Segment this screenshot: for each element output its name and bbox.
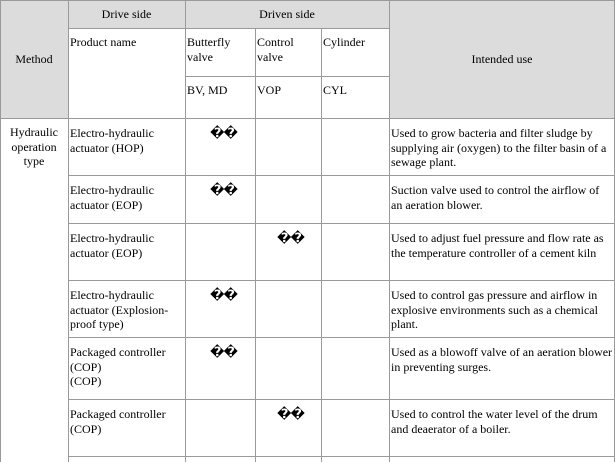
header-product-name: Product name xyxy=(70,35,137,49)
header-method: Method xyxy=(15,52,53,66)
row-product: Electro-hydraulic actuator (EOP) xyxy=(70,183,154,212)
header-intended-use: Intended use xyxy=(471,52,533,66)
row-intended-use: Used to control the water level of the drum and deaerator of a boiler. xyxy=(391,407,598,436)
check-mark-control-valve: �� xyxy=(277,407,304,422)
grid-line xyxy=(68,337,615,338)
header-butterfly-valve: Butterfly valve xyxy=(187,35,231,64)
grid-line xyxy=(0,0,615,1)
grid-line xyxy=(255,28,256,462)
grid-line xyxy=(68,0,69,462)
row-product: Electro-hydraulic actuator (HOP) xyxy=(70,126,154,155)
row-intended-use: Used to control gas pressure and airflow in explosive environments such as a chemical plant. xyxy=(391,288,598,331)
header-control-valve: Control valve xyxy=(257,35,294,64)
row-intended-use: Used to grow bacteria and filter sludge by supplying air (oxygen) to the filter basin of a sewage plant. xyxy=(391,126,607,169)
grid-line xyxy=(0,118,615,119)
grid-line xyxy=(68,456,615,457)
check-mark-butterfly: �� xyxy=(210,183,237,198)
check-mark-butterfly: �� xyxy=(210,288,237,303)
row-product-line: Packaged controller (COP) (COP) xyxy=(70,345,166,388)
grid-line xyxy=(185,76,389,77)
row-product xyxy=(68,344,185,390)
check-mark-butterfly: �� xyxy=(210,345,237,360)
grid-line xyxy=(0,0,1,462)
check-mark-control-valve: �� xyxy=(277,231,304,246)
grid-line xyxy=(321,28,322,462)
row-product: Packaged controller (COP) xyxy=(70,407,166,436)
grid-line xyxy=(68,28,389,29)
header-drive-side: Drive side xyxy=(101,7,152,21)
check-mark-butterfly: �� xyxy=(210,126,237,141)
header-driven-side: Driven side xyxy=(259,7,315,21)
grid-line xyxy=(68,223,615,224)
row-product: Electro-hydraulic actuator (EOP) xyxy=(70,231,154,260)
row-intended-use: Used to adjust fuel pressure and flow rate as the temperature controller of a cement kiln xyxy=(391,231,604,260)
grid-line xyxy=(389,0,390,462)
header-bv-md: BV, MD xyxy=(187,83,228,97)
row-intended-use: Suction valve used to control the airflow of an aeration blower. xyxy=(391,183,600,212)
row-product: Electro-hydraulic actuator (Explosion-proof type) xyxy=(70,288,169,331)
grid-line xyxy=(68,175,615,176)
grid-line xyxy=(185,0,186,462)
header-vop: VOP xyxy=(257,83,282,97)
header-cyl: CYL xyxy=(323,83,347,97)
row-intended-use: Used as a blowoff valve of an aeration blower in preventing surges. xyxy=(391,345,613,374)
header-cylinder: Cylinder xyxy=(323,35,365,49)
grid-line xyxy=(68,399,615,400)
method-hydraulic-operation: Hydraulic operation type xyxy=(10,125,58,168)
grid-line xyxy=(68,280,615,281)
